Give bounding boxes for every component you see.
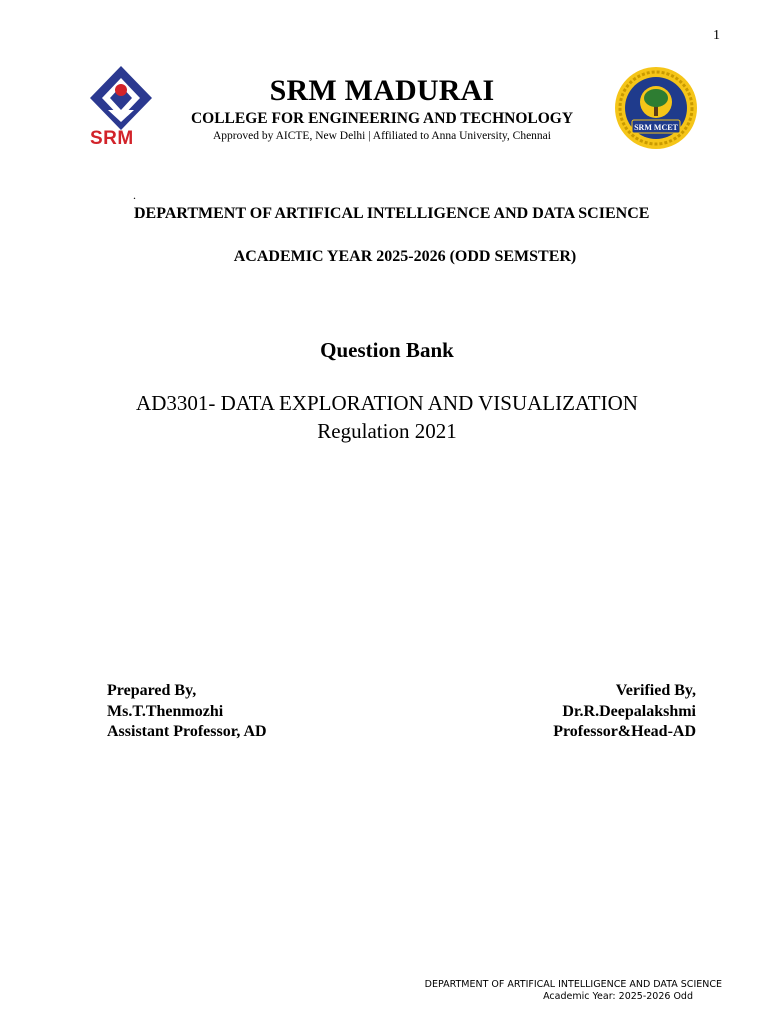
dot-mark: . [133,188,136,202]
department-title: DEPARTMENT OF ARTIFICAL INTELLIGENCE AND DATA SCIENCE [134,205,650,222]
college-approval: Approved by AICTE, New Delhi | Affiliated to Anna University, Chennai [213,130,551,142]
course-title: AD3301- DATA EXPLORATION AND VISUALIZATION [136,391,638,415]
question-bank-title: Question Bank [320,338,454,362]
regulation: Regulation 2021 [317,419,457,443]
academic-year-title: ACADEMIC YEAR 2025-2026 (ODD SEMSTER) [233,248,577,265]
seal-text: SRM MCET [634,123,678,132]
page-footer [425,979,722,1003]
prepared-by-block [107,681,267,743]
college-name: SRM MADURAI [269,74,495,107]
prepared-by-designation: Assistant Professor, AD [107,723,267,740]
verified-by-designation: Professor&Head-AD [553,723,696,740]
verified-by-name: Dr.R.Deepalakshmi [562,702,696,720]
srm-logo-text: SRM [90,128,134,149]
footer-year: Academic Year: 2025-2026 Odd [543,991,693,1002]
prepared-by-name: Ms.T.Thenmozhi [107,702,224,720]
footer-department: DEPARTMENT OF ARTIFICAL INTELLIGENCE AND DATA SCIENCE [424,979,722,990]
college-subtitle: COLLEGE FOR ENGINEERING AND TECHNOLOGY [190,110,574,127]
srm-mcet-seal-icon [614,66,698,150]
verified-by-label: Verified By, [615,682,696,699]
prepared-by-label: Prepared By, [107,682,197,699]
page-number: 1 [713,28,720,43]
verified-by-block [553,681,696,743]
